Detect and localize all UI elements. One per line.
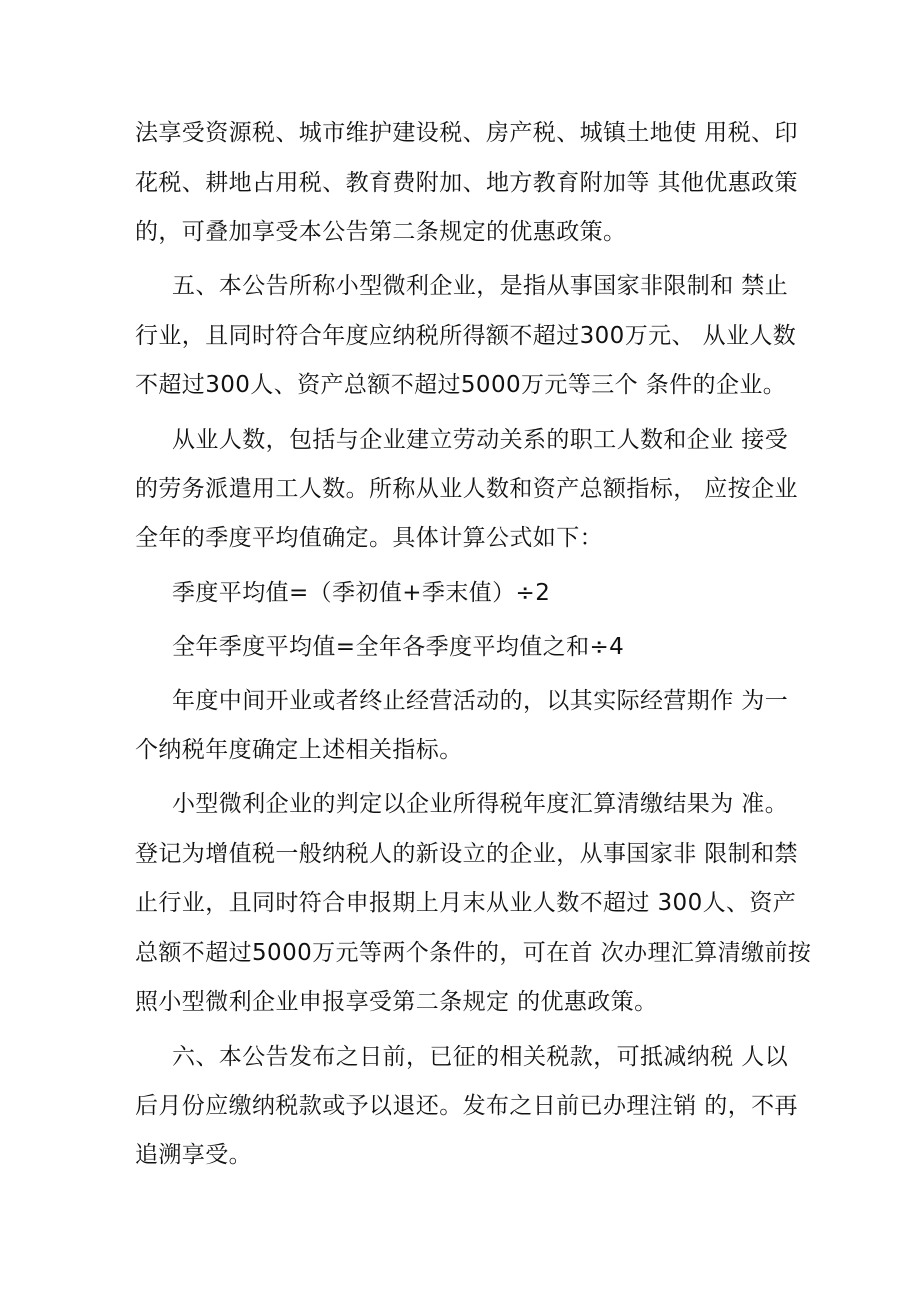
text-line: 的劳务派遣用工人数。所称从业人数和资产总额指标， 应按企业 [135, 476, 798, 502]
text-line: 总额不超过5000万元等两个条件的，可在首 次办理汇算清缴前按 [135, 940, 812, 966]
text-line: 小型微利企业的判定以企业所得税年度汇算清缴结果为 准。 [172, 791, 789, 817]
text-line: 追溯享受。 [135, 1142, 252, 1168]
text-line: 六、本公告发布之日前，已征的相关税款，可抵减纳税 人以 [172, 1044, 789, 1070]
text-line: 年度中间开业或者终止经营活动的，以其实际经营期作 为一 [172, 688, 789, 714]
text-line: 登记为增值税一般纳税人的新设立的企业，从事国家非 限制和禁 [135, 841, 798, 867]
text-line: 行业，且同时符合年度应纳税所得额不超过300万元、 从业人数 [135, 323, 797, 349]
text-line: 法享受资源税、城市维护建设税、房产税、城镇土地使 用税、印 [135, 120, 798, 146]
text-line: 全年的季度平均值确定。具体计算公式如下： [135, 525, 603, 551]
text-line: 个纳税年度确定上述相关指标。 [135, 737, 463, 763]
text-line: 不超过300人、资产总额不超过5000万元等三个 条件的企业。 [135, 372, 787, 398]
text-line: 止行业，且同时符合申报期上月末从业人数不超过 300人、资产 [135, 890, 797, 916]
formula-line: 全年季度平均值=全年各季度平均值之和÷4 [172, 634, 625, 660]
text-line: 从业人数，包括与企业建立劳动关系的职工人数和企业 接受 [172, 427, 789, 453]
text-line: 的，可叠加享受本公告第二条规定的优惠政策。 [135, 219, 627, 245]
text-line: 五、本公告所称小型微利企业，是指从事国家非限制和 禁止 [172, 273, 789, 299]
text-line: 照小型微利企业申报享受第二条规定 的优惠政策。 [135, 989, 658, 1015]
text-line: 花税、耕地占用税、教育费附加、地方教育附加等 其他优惠政策 [135, 170, 798, 196]
text-line: 后月份应缴纳税款或予以退还。发布之日前已办理注销 的，不再 [135, 1093, 798, 1119]
formula-line: 季度平均值=（季初值+季末值）÷2 [172, 580, 551, 606]
